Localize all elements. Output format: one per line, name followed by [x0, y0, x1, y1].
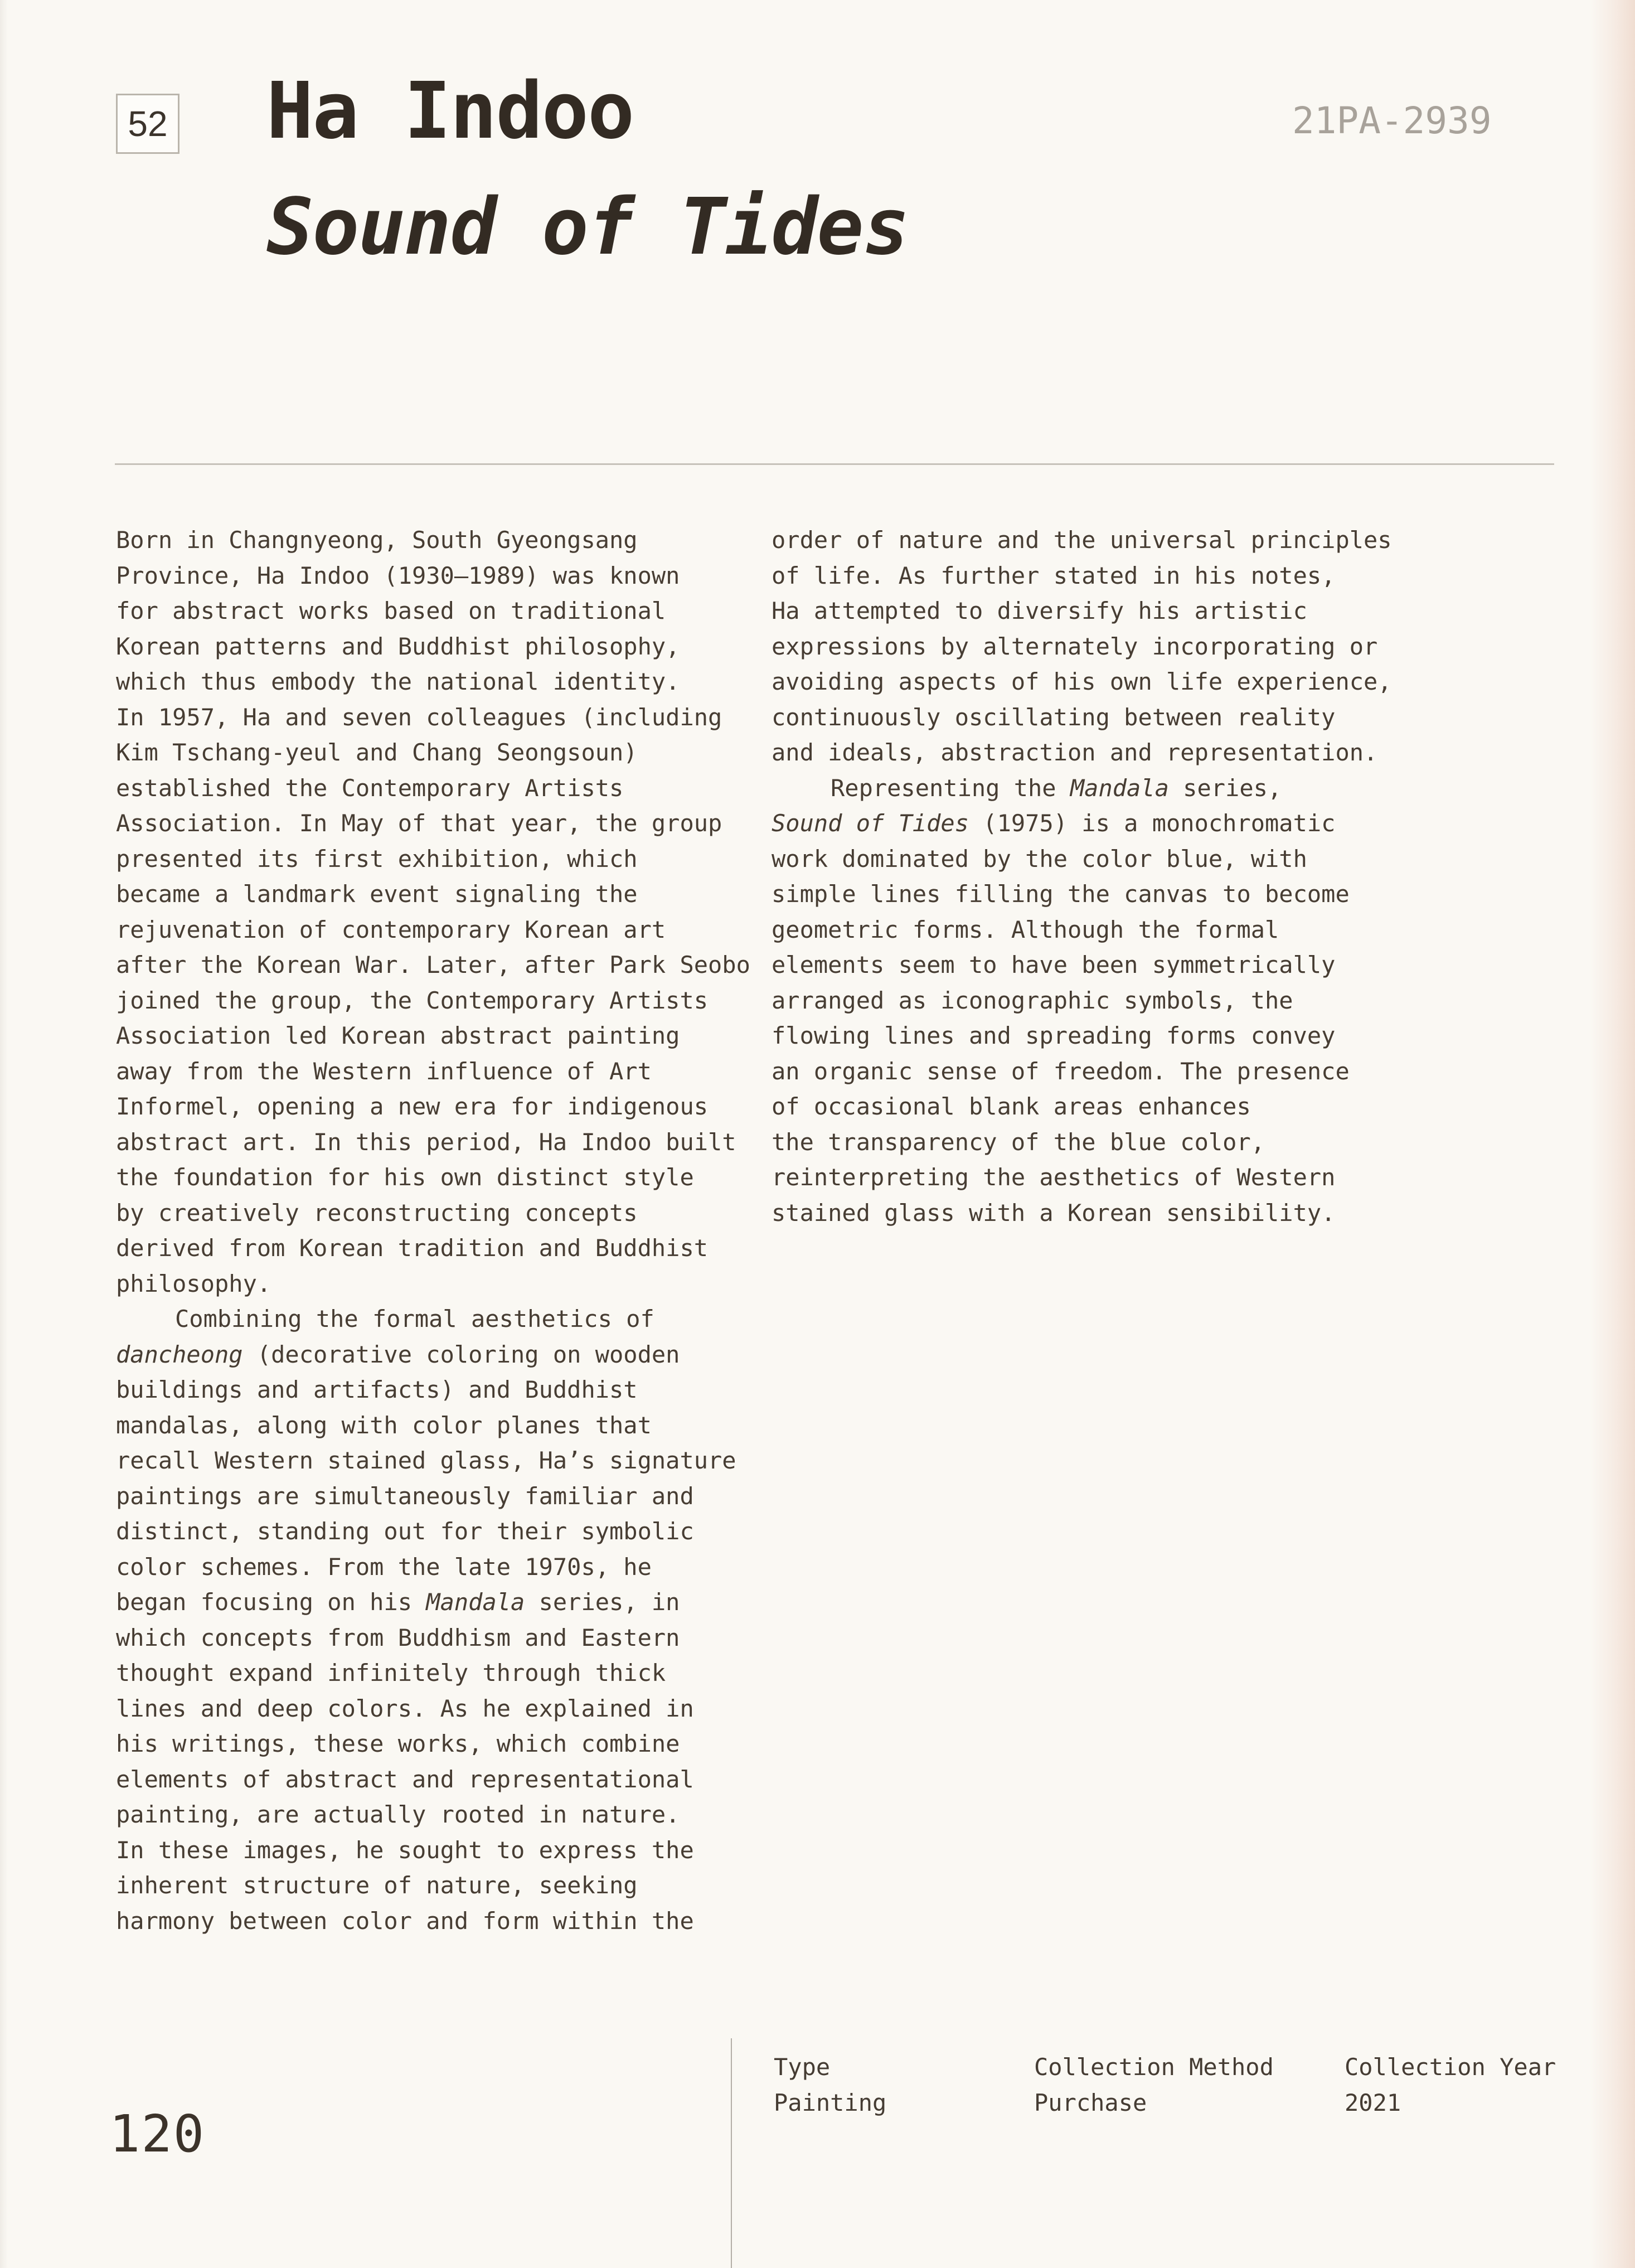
text-line: reinterpreting the aesthetics of Western — [772, 1164, 1336, 1191]
text-line: Informel, opening a new era for indigenous — [116, 1093, 709, 1120]
text-line: Representing the Mandala series, — [831, 774, 1282, 802]
text-line: Ha attempted to diversify his artistic — [772, 597, 1307, 624]
text-line: continuously oscillating between reality — [772, 703, 1336, 731]
artist-name: Ha Indoo — [266, 66, 634, 157]
page-edge-shading-right — [1590, 0, 1635, 2268]
text-line: mandalas, along with color planes that — [116, 1411, 652, 1439]
text-line: inherent structure of nature, seeking — [116, 1872, 638, 1899]
text-line: In 1957, Ha and seven colleagues (including — [116, 703, 722, 731]
metadata-type-value: Painting — [774, 2088, 887, 2116]
metadata-type — [774, 2049, 886, 2120]
text-line: stained glass with a Korean sensibility. — [772, 1199, 1336, 1227]
text-line: his writings, these works, which combine — [116, 1730, 680, 1757]
text-line: the foundation for his own distinct style — [116, 1164, 694, 1191]
text-line: lines and deep colors. As he explained in — [116, 1694, 694, 1722]
entry-number-box — [116, 94, 179, 154]
text-line: philosophy. — [116, 1269, 271, 1297]
text-line: became a landmark event signaling the — [116, 880, 638, 908]
text-line: by creatively reconstructing concepts — [116, 1199, 638, 1227]
text-line: Sound of Tides (1975) is a monochromatic — [772, 810, 1336, 837]
text-line: recall Western stained glass, Ha’s signature — [116, 1447, 736, 1474]
text-line: presented its first exhibition, which — [116, 845, 638, 873]
text-line: joined the group, the Contemporary Artists — [116, 986, 709, 1014]
text-line: of life. As further stated in his notes, — [772, 561, 1336, 589]
entry-number: 52 — [128, 104, 168, 144]
text-line: arranged as iconographic symbols, the — [772, 986, 1293, 1014]
metadata-collection-year — [1345, 2049, 1556, 2120]
page-edge-shading-left — [0, 0, 8, 2268]
text-line: order of nature and the universal principles — [772, 526, 1392, 554]
text-line: for abstract works based on traditional — [116, 597, 666, 624]
catalog-number: 21PA-2939 — [1292, 99, 1492, 142]
text-line: abstract art. In this period, Ha Indoo built — [116, 1128, 736, 1156]
metadata-divider-rule — [731, 2038, 732, 2268]
text-line: the transparency of the blue color, — [772, 1128, 1265, 1156]
text-line: of occasional blank areas enhances — [772, 1093, 1251, 1120]
header-divider-rule — [115, 463, 1554, 465]
text-line: harmony between color and form within the — [116, 1907, 694, 1935]
text-line: paintings are simultaneously familiar and — [116, 1482, 694, 1510]
text-line: and ideals, abstraction and representation. — [772, 739, 1378, 766]
text-line: rejuvenation of contemporary Korean art — [116, 915, 666, 943]
text-line: Province, Ha Indoo (1930–1989) was known — [116, 561, 680, 589]
text-line: away from the Western influence of Art — [116, 1057, 652, 1085]
metadata-type-label: Type — [774, 2053, 831, 2081]
text-line: buildings and artifacts) and Buddhist — [116, 1376, 638, 1403]
text-line: expressions by alternately incorporating or — [772, 632, 1378, 660]
text-line: avoiding aspects of his own life experience, — [772, 668, 1392, 695]
metadata-collection-year-label: Collection Year — [1345, 2053, 1556, 2081]
text-line: thought expand infinitely through thick — [116, 1659, 666, 1687]
text-line: elements of abstract and representational — [116, 1765, 694, 1793]
metadata-collection-year-value: 2021 — [1345, 2088, 1401, 2116]
metadata-collection-method — [1034, 2049, 1274, 2120]
text-line: painting, are actually rooted in nature. — [116, 1801, 680, 1828]
metadata-collection-method-value: Purchase — [1034, 2088, 1147, 2116]
text-line: Korean patterns and Buddhist philosophy, — [116, 632, 680, 660]
text-line: Kim Tschang-yeul and Chang Seongsoun) — [116, 739, 638, 766]
text-line: which concepts from Buddhism and Eastern — [116, 1624, 680, 1651]
text-line: flowing lines and spreading forms convey — [772, 1022, 1336, 1049]
article-right-column — [772, 522, 1429, 1230]
text-line: dancheong (decorative coloring on wooden — [116, 1340, 680, 1368]
artwork-title: Sound of Tides — [266, 182, 909, 273]
text-line: established the Contemporary Artists — [116, 774, 624, 802]
text-line: distinct, standing out for their symbolic — [116, 1518, 694, 1545]
text-line: In these images, he sought to express the — [116, 1836, 694, 1864]
text-line: simple lines filling the canvas to become — [772, 880, 1350, 908]
text-line: which thus embody the national identity. — [116, 668, 680, 695]
metadata-collection-method-label: Collection Method — [1034, 2053, 1274, 2081]
text-line: Combining the formal aesthetics of — [175, 1305, 654, 1332]
text-line: began focusing on his Mandala series, in — [116, 1588, 680, 1616]
text-line: after the Korean War. Later, after Park Seobo — [116, 951, 750, 978]
text-line: an organic sense of freedom. The presence — [772, 1057, 1350, 1085]
text-line: geometric forms. Although the formal — [772, 915, 1279, 943]
text-line: work dominated by the color blue, with — [772, 845, 1307, 873]
text-line: Association led Korean abstract painting — [116, 1022, 680, 1049]
text-line: elements seem to have been symmetrically — [772, 951, 1336, 978]
text-line: Association. In May of that year, the group — [116, 810, 722, 837]
text-line: derived from Korean tradition and Buddhist — [116, 1234, 709, 1262]
text-line: color schemes. From the late 1970s, he — [116, 1553, 652, 1581]
page-number: 120 — [109, 2104, 206, 2164]
text-line: Born in Changnyeong, South Gyeongsang — [116, 526, 638, 554]
article-left-column — [116, 522, 774, 1939]
